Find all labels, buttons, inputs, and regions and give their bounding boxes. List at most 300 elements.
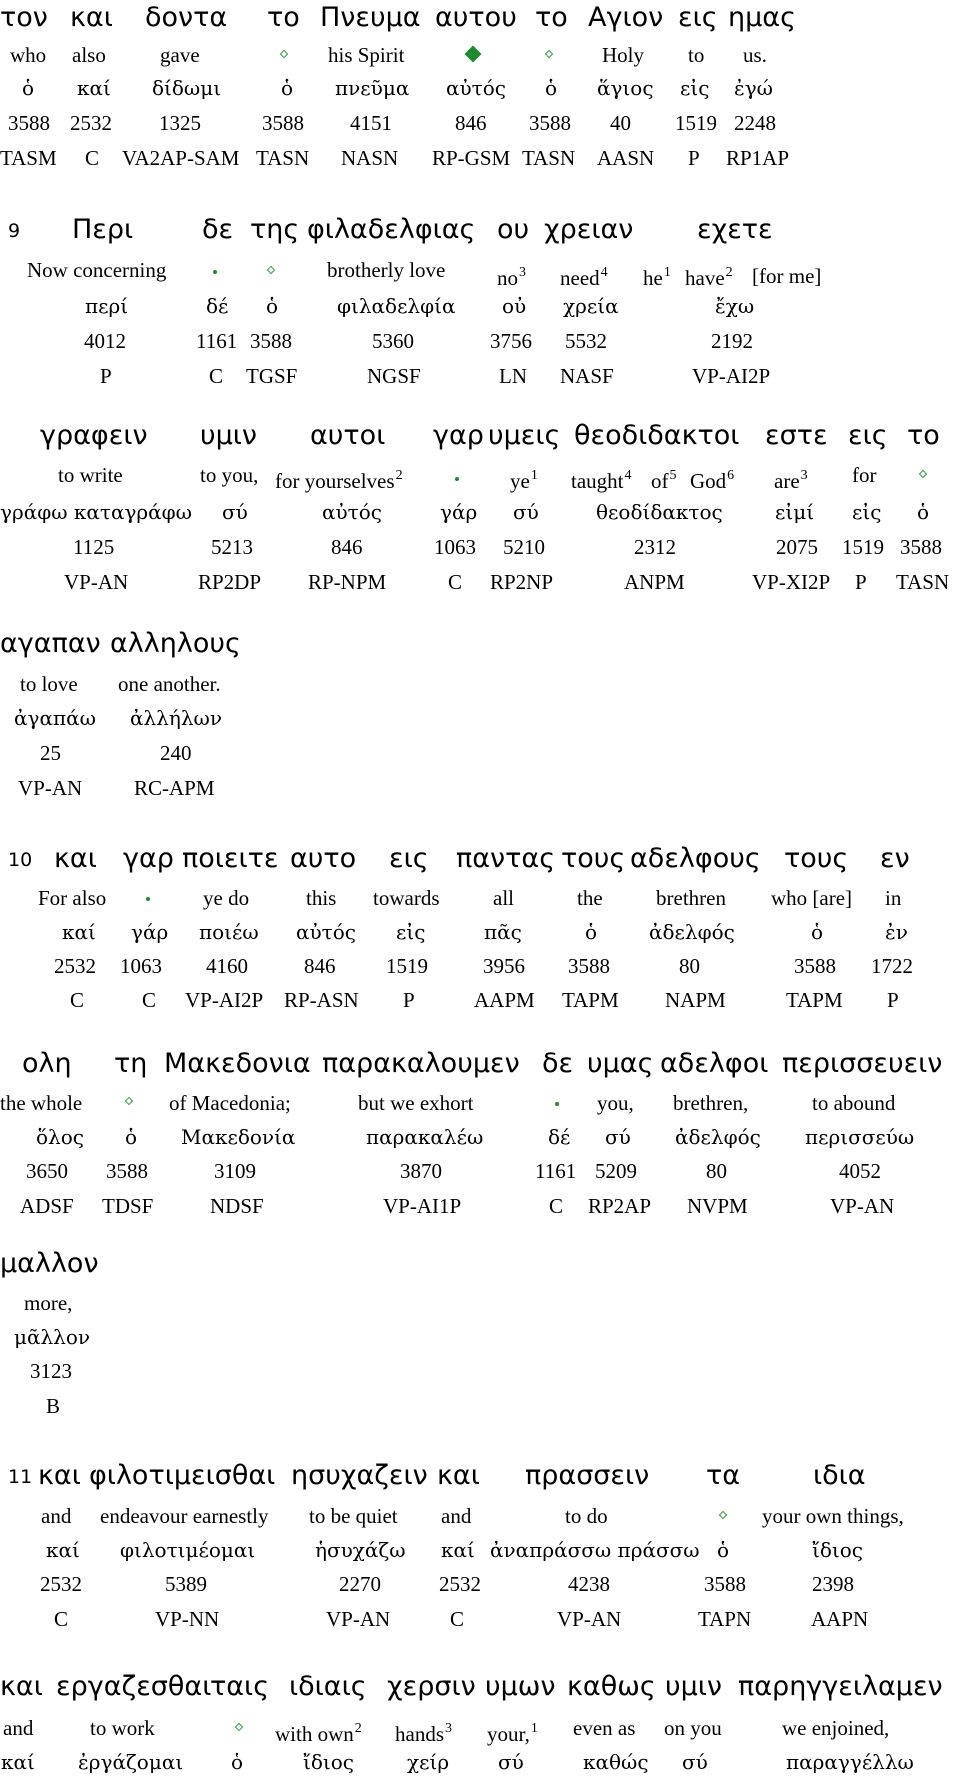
- strongs-number: 1161: [535, 1159, 577, 1183]
- greek-word: υμων: [485, 1671, 556, 1702]
- lexeme: ὁ: [585, 920, 598, 944]
- parsing-code: C: [549, 1194, 564, 1218]
- parsing-code: B: [46, 1394, 61, 1418]
- lexeme: φιλοτιμέομαι: [120, 1538, 256, 1562]
- lexeme: ὁ: [231, 1750, 244, 1774]
- greek-word: περισσευειν: [782, 1048, 943, 1079]
- strongs-number: 1325: [159, 111, 201, 135]
- strongs-number: 3123: [30, 1359, 72, 1383]
- lexeme: ἔχω: [715, 294, 755, 318]
- strongs-number: 2398: [812, 1572, 854, 1596]
- greek-word: γαρ: [123, 843, 174, 874]
- english-gloss: more,: [24, 1291, 73, 1315]
- strongs-number: 2532: [70, 111, 112, 135]
- lexeme: καθώς: [583, 1750, 649, 1774]
- untranslated-marker-icon: [545, 50, 553, 58]
- parsing-code: VP-AN: [557, 1607, 622, 1631]
- english-gloss: your own things,: [762, 1504, 904, 1528]
- english-gloss: to abound: [812, 1091, 896, 1115]
- english-gloss: the whole: [0, 1091, 83, 1115]
- greek-word: Πνευμα: [320, 2, 421, 33]
- greek-word: χρειαν: [544, 214, 634, 245]
- english-gloss: For also: [38, 886, 107, 910]
- greek-word: αγαπαν: [0, 628, 101, 659]
- strongs-number: 2532: [439, 1572, 481, 1596]
- parsing-code: NVPM: [687, 1194, 748, 1218]
- lexeme: πᾶς: [484, 920, 522, 944]
- untranslated-marker-icon: [213, 270, 217, 274]
- lexeme: σύ: [498, 1750, 524, 1774]
- greek-word: αδελφοι: [660, 1048, 769, 1079]
- english-gloss: to love: [20, 672, 78, 696]
- strongs-number: 3588: [250, 329, 292, 353]
- strongs-number: 4151: [350, 111, 392, 135]
- greek-word: αδελφους: [630, 843, 761, 874]
- lexeme: χείρ: [407, 1750, 450, 1774]
- greek-word: τους: [784, 843, 849, 874]
- lexeme: ὁ: [266, 294, 279, 318]
- parsing-code: P: [403, 988, 415, 1012]
- lexeme: ὁ: [125, 1125, 138, 1149]
- english-gloss: this: [306, 886, 337, 910]
- greek-word: εις: [848, 420, 888, 451]
- english-gloss: $he^1$: [643, 265, 671, 290]
- lexeme: ὁ: [281, 76, 294, 100]
- english-gloss: brethren: [656, 886, 726, 910]
- parsing-code: NASN: [341, 146, 399, 170]
- strongs-number: 3588: [900, 535, 942, 559]
- strongs-number: 3588: [704, 1572, 746, 1596]
- parsing-code: RP2NP: [490, 570, 554, 594]
- greek-word: εργαζεσθαι: [56, 1671, 212, 1702]
- lexeme: μᾶλλον: [14, 1325, 91, 1349]
- parsing-code: RP-NPM: [308, 570, 387, 594]
- strongs-number: 1063: [120, 954, 162, 978]
- parsing-code: NGSF: [367, 364, 421, 388]
- parsing-code: NDSF: [210, 1194, 264, 1218]
- strongs-number: 1125: [73, 535, 115, 559]
- parsing-code: P: [100, 364, 112, 388]
- greek-word: εχετε: [697, 214, 773, 245]
- strongs-number: 3588: [794, 954, 836, 978]
- strongs-number: 4160: [206, 954, 248, 978]
- english-gloss: to work: [90, 1716, 155, 1740]
- lexeme: καί: [77, 76, 111, 100]
- greek-word: τη: [114, 1048, 148, 1079]
- parsing-code: C: [209, 364, 224, 388]
- english-gloss: but we exhort: [358, 1091, 474, 1115]
- parsing-code: VP-AI2P: [185, 988, 264, 1012]
- strongs-number: 3588: [106, 1159, 148, 1183]
- parsing-code: P: [887, 988, 899, 1012]
- parsing-code: RP-ASN: [284, 988, 359, 1012]
- greek-word: υμεις: [488, 420, 561, 451]
- english-gloss: need$^4$: [560, 265, 608, 290]
- untranslated-marker-icon: [146, 897, 150, 901]
- parsing-code: VP-AN: [326, 1607, 391, 1631]
- strongs-number: 3109: [214, 1159, 256, 1183]
- strongs-number: 3870: [400, 1159, 442, 1183]
- parsing-code: NASF: [560, 364, 614, 388]
- strongs-number: 3588: [8, 111, 50, 135]
- greek-word: και: [38, 1460, 81, 1491]
- greek-word: γαρ: [433, 420, 484, 451]
- english-gloss: $ye^1$: [510, 468, 538, 493]
- english-gloss: brethren,: [673, 1091, 749, 1115]
- lexeme: ἀδελφός: [675, 1125, 761, 1149]
- strongs-number: 5210: [503, 535, 545, 559]
- lexeme: αὐτός: [446, 76, 506, 100]
- lexeme: φιλαδελφία: [337, 294, 456, 318]
- greek-word: ημας: [728, 2, 796, 33]
- strongs-number: 846: [304, 954, 336, 978]
- lexeme: ἡσυχάζω: [315, 1538, 406, 1562]
- strongs-number: 5209: [595, 1159, 637, 1183]
- parsing-code: C: [85, 146, 100, 170]
- lexeme: δίδωμι: [152, 76, 222, 100]
- untranslated-marker-icon: [125, 1097, 133, 1105]
- greek-word: ποιειτε: [182, 843, 279, 874]
- greek-word: ιδια: [813, 1460, 866, 1491]
- untranslated-marker-icon: [267, 266, 275, 274]
- lexeme: σύ: [682, 1750, 708, 1774]
- strongs-number: 2248: [734, 111, 776, 135]
- english-gloss: Now concerning: [27, 258, 167, 282]
- strongs-number: 1519: [842, 535, 884, 559]
- english-gloss: to do: [565, 1504, 608, 1528]
- lexeme: εἰς: [680, 76, 710, 100]
- parsing-code: VP-AI2P: [692, 364, 771, 388]
- lexeme: ὁ: [811, 920, 824, 944]
- parsing-code: C: [54, 1607, 69, 1631]
- lexeme: αὐτός: [322, 500, 382, 524]
- greek-word: χερσιν: [387, 1671, 476, 1702]
- strongs-number: 5213: [211, 535, 253, 559]
- lexeme: ὅλος: [36, 1125, 84, 1149]
- english-gloss: and: [41, 1504, 72, 1528]
- strongs-number: 2075: [776, 535, 818, 559]
- lexeme: ἐγώ: [734, 76, 773, 100]
- lexeme: δέ: [548, 1125, 571, 1149]
- strongs-number: 3756: [490, 329, 532, 353]
- parsing-code: AAPN: [811, 1607, 869, 1631]
- greek-word: αυτου: [435, 2, 517, 33]
- strongs-number: 4012: [84, 329, 126, 353]
- english-gloss: also: [72, 43, 106, 67]
- english-gloss: for yourselves$^2$: [275, 468, 403, 493]
- strongs-number: 3588: [529, 111, 571, 135]
- greek-word: παρακαλουμεν: [322, 1048, 520, 1079]
- parsing-code: TASN: [256, 146, 310, 170]
- untranslated-marker-icon: [919, 470, 927, 478]
- english-gloss: taught$^4$: [571, 468, 632, 493]
- english-gloss: we enjoined,: [782, 1716, 890, 1740]
- strongs-number: 846: [455, 111, 487, 135]
- parsing-code: TAPM: [786, 988, 843, 1012]
- strongs-number: 80: [706, 1159, 727, 1183]
- greek-word: δε: [202, 214, 234, 245]
- english-gloss: and: [3, 1716, 34, 1740]
- english-gloss: of Macedonia;: [169, 1091, 291, 1115]
- greek-word: εις: [389, 843, 429, 874]
- lexeme: καί: [46, 1538, 80, 1562]
- untranslated-marker-icon: [235, 1723, 243, 1731]
- parsing-code: TASN: [522, 146, 576, 170]
- english-gloss: your,$^1$: [487, 1721, 538, 1746]
- greek-word: αλληλους: [110, 628, 241, 659]
- lexeme: Μακεδονία: [181, 1125, 296, 1149]
- greek-word: και: [437, 1460, 480, 1491]
- lexeme: ὁ: [717, 1538, 730, 1562]
- greek-word: γραφειν: [40, 420, 148, 451]
- strongs-number: 40: [610, 111, 631, 135]
- greek-word: παρηγγειλαμεν: [738, 1671, 943, 1702]
- english-gloss: $of^5$: [651, 468, 677, 493]
- strongs-number: 2312: [634, 535, 676, 559]
- strongs-number: 5360: [372, 329, 414, 353]
- strongs-number: 5389: [165, 1572, 207, 1596]
- english-gloss: towards: [373, 886, 440, 910]
- verse-number: 9: [8, 220, 21, 242]
- parsing-code: NAPM: [665, 988, 726, 1012]
- greek-word: εις: [678, 2, 718, 33]
- greek-word: υμας: [587, 1048, 654, 1079]
- greek-word: φιλαδελφιας: [307, 214, 476, 245]
- greek-word: θεοδιδακτοι: [574, 420, 740, 451]
- english-gloss: and: [441, 1504, 472, 1528]
- english-gloss: for: [852, 463, 877, 487]
- greek-word: αυτο: [290, 843, 357, 874]
- lexeme: γάρ: [131, 920, 169, 944]
- untranslated-marker-icon: [465, 46, 482, 63]
- greek-word: εστε: [765, 420, 828, 451]
- english-gloss: the: [577, 886, 603, 910]
- parsing-code: RP2AP: [588, 1194, 652, 1218]
- lexeme: χρεία: [563, 294, 619, 318]
- lexeme: ἀναπράσσω πράσσω: [490, 1538, 700, 1562]
- greek-word: τα: [706, 1460, 741, 1491]
- greek-word: τον: [0, 2, 48, 33]
- strongs-number: 846: [331, 535, 363, 559]
- greek-word: ου: [497, 214, 530, 245]
- lexeme: γάρ: [440, 500, 478, 524]
- greek-word: τους: [561, 843, 626, 874]
- strongs-number: 1722: [871, 954, 913, 978]
- lexeme: ἴδιος: [812, 1538, 863, 1562]
- lexeme: ἴδιος: [303, 1750, 354, 1774]
- greek-word: ολη: [22, 1048, 72, 1079]
- greek-word: παντας: [456, 843, 556, 874]
- lexeme: ἐργάζομαι: [78, 1750, 184, 1774]
- lexeme: καί: [62, 920, 96, 944]
- parsing-code: C: [142, 988, 157, 1012]
- strongs-number: 80: [679, 954, 700, 978]
- strongs-number: 3956: [483, 954, 525, 978]
- parsing-code: TASM: [0, 146, 57, 170]
- greek-word: το: [535, 2, 568, 33]
- english-gloss: us.: [743, 43, 767, 67]
- lexeme: σύ: [222, 500, 248, 524]
- parsing-code: TASN: [896, 570, 950, 594]
- greek-word: Περι: [72, 214, 134, 245]
- lexeme: εἰς: [396, 920, 426, 944]
- strongs-number: 3588: [262, 111, 304, 135]
- lexeme: περί: [85, 294, 129, 318]
- lexeme: ὁ: [545, 76, 558, 100]
- strongs-number: 2270: [339, 1572, 381, 1596]
- greek-word: της: [250, 214, 300, 245]
- lexeme: ἐν: [885, 920, 908, 944]
- lexeme: πνεῦμα: [335, 76, 410, 100]
- parsing-code: TAPN: [698, 1607, 752, 1631]
- parsing-code: TGSF: [246, 364, 298, 388]
- verse-number: 11: [8, 1466, 33, 1488]
- lexeme: σύ: [605, 1125, 631, 1149]
- english-gloss: with own$^2$: [275, 1721, 362, 1746]
- greek-word: υμιν: [665, 1671, 723, 1702]
- lexeme: εἰς: [852, 500, 882, 524]
- strongs-number: 2192: [711, 329, 753, 353]
- english-gloss: have$^2$: [685, 265, 733, 290]
- greek-word: καθως: [567, 1671, 656, 1702]
- parsing-code: RP2DP: [198, 570, 262, 594]
- english-gloss: on you: [664, 1716, 722, 1740]
- lexeme: ἀλλήλων: [130, 706, 222, 730]
- greek-word: μαλλον: [0, 1248, 99, 1279]
- lexeme: εἰμί: [775, 500, 815, 524]
- parsing-code: VP-NN: [155, 1607, 220, 1631]
- greek-word: και: [70, 2, 113, 33]
- english-gloss: hands$^3$: [395, 1721, 452, 1746]
- english-gloss: [for me]: [752, 264, 822, 288]
- parsing-code: P: [855, 570, 867, 594]
- english-gloss: to write: [58, 463, 123, 487]
- lexeme: ποιέω: [199, 920, 259, 944]
- lexeme: αὐτός: [296, 920, 356, 944]
- greek-word: και: [54, 843, 97, 874]
- parsing-code: VP-AN: [64, 570, 129, 594]
- strongs-number: 1063: [434, 535, 476, 559]
- parsing-code: AAPM: [474, 988, 535, 1012]
- lexeme: περισσεύω: [805, 1125, 915, 1149]
- greek-word: εν: [880, 843, 910, 874]
- english-gloss: to you,: [200, 463, 259, 487]
- parsing-code: C: [70, 988, 85, 1012]
- english-gloss: who: [10, 43, 47, 67]
- lexeme: ἀγαπάω: [14, 706, 96, 730]
- parsing-code: TAPM: [562, 988, 619, 1012]
- greek-word: δε: [542, 1048, 574, 1079]
- strongs-number: 5532: [565, 329, 607, 353]
- strongs-number: 4238: [568, 1572, 610, 1596]
- greek-word: Μακεδονια: [164, 1048, 311, 1079]
- lexeme: σύ: [513, 500, 539, 524]
- greek-word: δοντα: [145, 2, 228, 33]
- english-gloss: to be quiet: [309, 1504, 398, 1528]
- lexeme: γράφω καταγράφω: [0, 500, 192, 524]
- strongs-number: 240: [160, 741, 192, 765]
- english-gloss: are$^3$: [774, 468, 808, 493]
- lexeme: καί: [441, 1538, 475, 1562]
- lexeme: οὐ: [502, 294, 527, 318]
- greek-word: αυτοι: [310, 420, 386, 451]
- english-gloss: you,: [597, 1091, 634, 1115]
- greek-word: το: [267, 2, 300, 33]
- english-gloss: gave: [160, 43, 200, 67]
- lexeme: παρακαλέω: [366, 1125, 484, 1149]
- english-gloss: his Spirit: [328, 43, 405, 67]
- english-gloss: who [are]: [771, 886, 853, 910]
- parsing-code: LN: [499, 364, 527, 388]
- lexeme: παραγγέλλω: [786, 1750, 914, 1774]
- english-gloss: to: [688, 43, 705, 67]
- strongs-number: 4052: [839, 1159, 881, 1183]
- parsing-code: C: [450, 1607, 465, 1631]
- parsing-code: P: [688, 146, 700, 170]
- english-gloss: endeavour earnestly: [100, 1504, 269, 1528]
- greek-word: υμιν: [200, 420, 258, 451]
- parsing-code: VP-AN: [18, 776, 83, 800]
- lexeme: δέ: [206, 294, 229, 318]
- parsing-code: RP1AP: [726, 146, 790, 170]
- parsing-code: VP-XI2P: [752, 570, 831, 594]
- untranslated-marker-icon: [555, 1102, 559, 1106]
- english-gloss: brotherly love: [327, 258, 446, 282]
- untranslated-marker-icon: [719, 1511, 727, 1519]
- lexeme: ὁ: [22, 76, 35, 100]
- lexeme: ἅγιος: [597, 76, 654, 100]
- greek-word: φιλοτιμεισθαι: [89, 1460, 276, 1491]
- strongs-number: 2532: [40, 1572, 82, 1596]
- parsing-code: ADSF: [20, 1194, 74, 1218]
- untranslated-marker-icon: [280, 50, 288, 58]
- english-gloss: ye do: [203, 886, 250, 910]
- lexeme: ἀδελφός: [649, 920, 735, 944]
- greek-word: το: [907, 420, 940, 451]
- lexeme: καί: [1, 1750, 35, 1774]
- english-gloss: one another.: [118, 672, 221, 696]
- english-gloss: all: [493, 886, 514, 910]
- parsing-code: VP-AN: [830, 1194, 895, 1218]
- greek-word: και: [0, 1671, 43, 1702]
- strongs-number: 3650: [26, 1159, 68, 1183]
- strongs-number: 1519: [386, 954, 428, 978]
- lexeme: θεοδίδακτος: [596, 500, 723, 524]
- parsing-code: RP-GSM: [432, 146, 511, 170]
- strongs-number: 2532: [54, 954, 96, 978]
- english-gloss: God$^6$: [690, 468, 735, 493]
- english-gloss: Holy: [602, 43, 644, 67]
- greek-word: Αγιον: [588, 2, 664, 33]
- strongs-number: 25: [40, 741, 61, 765]
- parsing-code: AASN: [597, 146, 655, 170]
- parsing-code: VP-AI1P: [383, 1194, 462, 1218]
- strongs-number: 1161: [196, 329, 238, 353]
- untranslated-marker-icon: [455, 477, 459, 481]
- lexeme: ὁ: [917, 500, 930, 524]
- greek-word: ιδιαις: [289, 1671, 367, 1702]
- greek-word: ταις: [210, 1671, 270, 1702]
- parsing-code: VA2AP-SAM: [122, 146, 240, 170]
- strongs-number: 1519: [675, 111, 717, 135]
- parsing-code: ANPM: [624, 570, 685, 594]
- strongs-number: 3588: [568, 954, 610, 978]
- greek-word: πρασσειν: [525, 1460, 650, 1491]
- verse-number: 10: [8, 849, 33, 871]
- parsing-code: C: [448, 570, 463, 594]
- english-gloss: $no^3$: [497, 265, 526, 290]
- english-gloss: in: [885, 886, 902, 910]
